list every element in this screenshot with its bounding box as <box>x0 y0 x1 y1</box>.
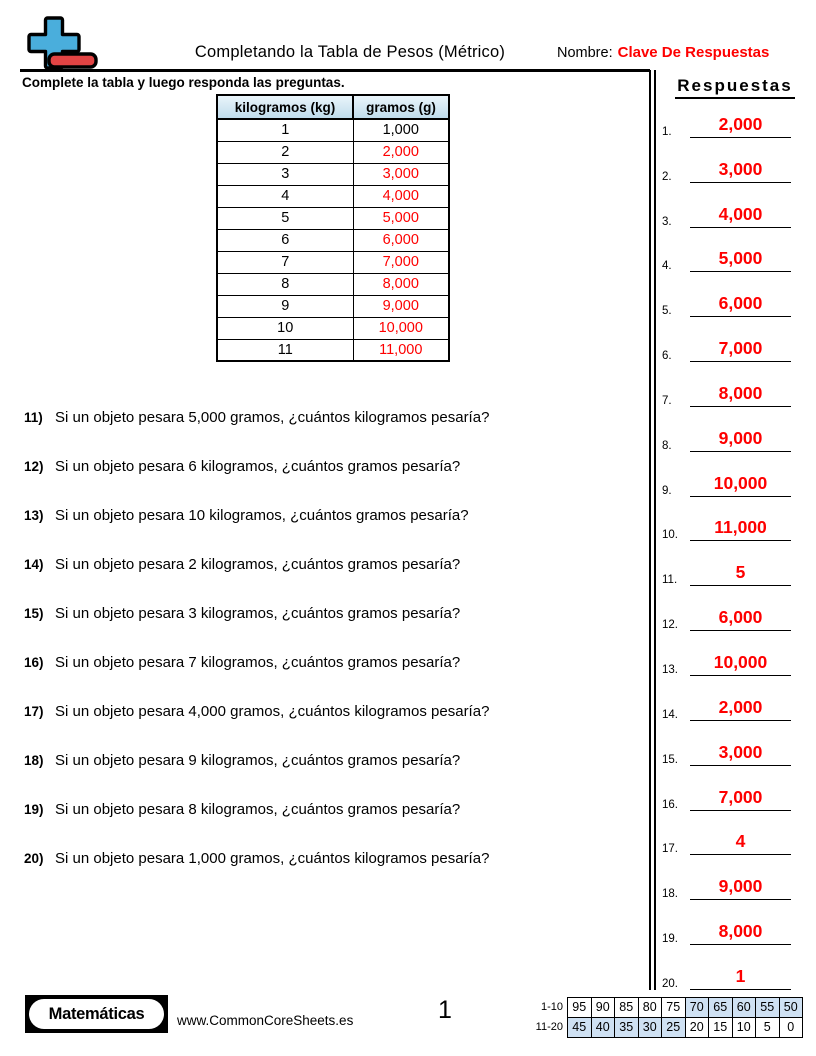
plus-minus-logo-icon <box>24 14 100 72</box>
score-cell: 50 <box>779 997 804 1018</box>
question-text: Si un objeto pesara 10 kilogramos, ¿cuántos gramos pesaría? <box>55 507 469 524</box>
answer-item <box>658 945 812 990</box>
answer-value: 3,000 <box>718 741 763 762</box>
answer-blank-line <box>690 922 791 945</box>
answer-blank-line <box>690 832 791 855</box>
name-row <box>557 44 769 61</box>
answer-item <box>658 900 812 945</box>
score-row-label: 11-20 <box>535 1021 563 1033</box>
answer-item <box>658 228 812 273</box>
answer-item <box>658 855 812 900</box>
score-cell: 0 <box>779 1017 804 1038</box>
table-row <box>217 163 449 185</box>
grams-cell: 8,000 <box>353 273 449 295</box>
score-row-11-20 <box>527 1017 803 1038</box>
question-text: Si un objeto pesara 5,000 gramos, ¿cuántos kilogramos pesaría? <box>55 409 490 426</box>
kilograms-cell: 8 <box>217 273 353 295</box>
answer-item <box>658 586 812 631</box>
brand-logo <box>25 995 168 1033</box>
question-number: 11) <box>24 410 43 425</box>
table-row <box>217 141 449 163</box>
kilograms-cell: 1 <box>217 119 353 141</box>
answer-item <box>658 362 812 407</box>
answer-blank-line <box>690 967 791 990</box>
question-item <box>24 506 639 555</box>
answer-number: 2. <box>662 170 672 183</box>
question-number: 18) <box>24 753 44 768</box>
table-row <box>217 273 449 295</box>
question-item <box>24 751 639 800</box>
score-cell: 65 <box>708 997 733 1018</box>
question-number: 14) <box>24 557 44 572</box>
page-title: Completando la Tabla de Pesos (Métrico) <box>194 43 506 61</box>
question-item <box>24 604 639 653</box>
grams-cell: 9,000 <box>353 295 449 317</box>
score-row-1-10 <box>527 997 803 1018</box>
grams-cell: 10,000 <box>353 317 449 339</box>
answer-item <box>658 317 812 362</box>
grams-cell: 1,000 <box>353 119 449 141</box>
answer-number: 9. <box>662 484 672 497</box>
answer-value: 9,000 <box>718 876 763 897</box>
answer-blank-line <box>690 339 791 362</box>
kilograms-cell: 6 <box>217 229 353 251</box>
answer-item <box>658 721 812 766</box>
brand-label: Matemáticas <box>29 999 164 1029</box>
score-cell: 90 <box>591 997 616 1018</box>
answer-blank-line <box>690 788 791 811</box>
question-item <box>24 457 639 506</box>
kilograms-cell: 11 <box>217 339 353 361</box>
answer-value: 6,000 <box>718 607 763 628</box>
kilograms-cell: 7 <box>217 251 353 273</box>
answer-value: 2,000 <box>718 696 763 717</box>
score-cell: 80 <box>638 997 663 1018</box>
answer-number: 12. <box>662 619 678 632</box>
answer-number: 20. <box>662 977 678 990</box>
score-cell: 20 <box>685 1017 710 1038</box>
score-cell: 10 <box>732 1017 757 1038</box>
score-cell: 45 <box>567 1017 592 1038</box>
score-cell: 15 <box>708 1017 733 1038</box>
answer-value: 9,000 <box>718 427 763 448</box>
question-text: Si un objeto pesara 9 kilogramos, ¿cuántos gramos pesaría? <box>55 752 461 769</box>
answer-item <box>658 407 812 452</box>
answer-value: 10,000 <box>713 651 768 672</box>
answer-number: 13. <box>662 663 678 676</box>
question-text: Si un objeto pesara 6 kilogramos, ¿cuántos gramos pesaría? <box>55 458 461 475</box>
grams-cell: 3,000 <box>353 163 449 185</box>
answer-number: 8. <box>662 439 672 452</box>
kilograms-cell: 10 <box>217 317 353 339</box>
table-row <box>217 229 449 251</box>
score-row-label: 1-10 <box>540 1001 563 1013</box>
score-cell: 30 <box>638 1017 663 1038</box>
score-cells <box>567 997 803 1018</box>
question-number: 20) <box>24 851 44 866</box>
question-number: 16) <box>24 655 44 670</box>
question-number: 13) <box>24 508 44 523</box>
website-url: www.CommonCoreSheets.es <box>177 1013 354 1028</box>
answer-value: 1 <box>735 965 746 986</box>
answer-blank-line <box>690 698 791 721</box>
answer-number: 17. <box>662 843 678 856</box>
question-item <box>24 653 639 702</box>
answer-value: 8,000 <box>718 921 763 942</box>
answer-item <box>658 766 812 811</box>
table-row <box>217 207 449 229</box>
answer-item <box>658 183 812 228</box>
page-number: 1 <box>438 996 452 1024</box>
answer-item <box>658 138 812 183</box>
column-header-grams: gramos (g) <box>353 95 449 119</box>
answer-item <box>658 93 812 138</box>
answer-value: 7,000 <box>718 338 763 359</box>
name-label: Nombre: <box>557 45 613 61</box>
answer-item <box>658 541 812 586</box>
answer-value: 3,000 <box>718 158 763 179</box>
question-text: Si un objeto pesara 1,000 gramos, ¿cuántos kilogramos pesaría? <box>55 850 490 867</box>
kilograms-cell: 3 <box>217 163 353 185</box>
answer-value: 10,000 <box>713 472 768 493</box>
answer-blank-line <box>690 384 791 407</box>
question-item <box>24 849 639 898</box>
instruction-text: Complete la tabla y luego responda las preguntas. <box>22 75 345 90</box>
question-number: 15) <box>24 606 44 621</box>
score-cell: 70 <box>685 997 710 1018</box>
score-cell: 25 <box>661 1017 686 1038</box>
question-text: Si un objeto pesara 2 kilogramos, ¿cuántos gramos pesaría? <box>55 556 461 573</box>
answer-item <box>658 631 812 676</box>
grams-cell: 11,000 <box>353 339 449 361</box>
answer-number: 18. <box>662 888 678 901</box>
question-item <box>24 800 639 849</box>
grams-cell: 4,000 <box>353 185 449 207</box>
answer-blank-line <box>690 249 791 272</box>
answer-number: 14. <box>662 708 678 721</box>
question-item <box>24 702 639 751</box>
answers-heading: Respuestas <box>658 76 812 99</box>
answer-number: 15. <box>662 753 678 766</box>
answer-number: 3. <box>662 215 672 228</box>
answer-number: 1. <box>662 125 672 138</box>
grams-cell: 7,000 <box>353 251 449 273</box>
answer-blank-line <box>690 608 791 631</box>
answer-blank-line <box>690 160 791 183</box>
kilograms-cell: 5 <box>217 207 353 229</box>
answers-list <box>658 93 812 990</box>
score-cell: 60 <box>732 997 757 1018</box>
question-number: 12) <box>24 459 44 474</box>
score-cell: 40 <box>591 1017 616 1038</box>
answer-item <box>658 676 812 721</box>
answer-number: 10. <box>662 529 678 542</box>
answer-blank-line <box>690 518 791 541</box>
score-grid <box>527 997 803 1038</box>
score-cell: 5 <box>755 1017 780 1038</box>
answer-blank-line <box>690 877 791 900</box>
answer-number: 7. <box>662 394 672 407</box>
question-number: 19) <box>24 802 44 817</box>
answer-number: 5. <box>662 305 672 318</box>
score-cell: 75 <box>661 997 686 1018</box>
table-row <box>217 251 449 273</box>
conversion-table <box>216 94 450 362</box>
question-text: Si un objeto pesara 3 kilogramos, ¿cuántos gramos pesaría? <box>55 605 461 622</box>
kilograms-cell: 9 <box>217 295 353 317</box>
questions-list <box>24 408 639 898</box>
answer-value: 7,000 <box>718 786 763 807</box>
answer-blank-line <box>690 653 791 676</box>
answer-value: 2,000 <box>718 113 763 134</box>
answers-column-divider <box>649 70 656 990</box>
answer-item <box>658 811 812 856</box>
kilograms-cell: 4 <box>217 185 353 207</box>
answer-item <box>658 497 812 542</box>
score-cell: 95 <box>567 997 592 1018</box>
table-row <box>217 339 449 361</box>
answer-number: 4. <box>662 260 672 273</box>
answer-value: 5,000 <box>718 248 763 269</box>
answer-value: 8,000 <box>718 382 763 403</box>
table-header-row <box>217 95 449 119</box>
score-cell: 55 <box>755 997 780 1018</box>
question-text: Si un objeto pesara 7 kilogramos, ¿cuántos gramos pesaría? <box>55 654 461 671</box>
kilograms-cell: 2 <box>217 141 353 163</box>
question-text: Si un objeto pesara 4,000 gramos, ¿cuántos kilogramos pesaría? <box>55 703 490 720</box>
answer-blank-line <box>690 429 791 452</box>
answer-number: 6. <box>662 350 672 363</box>
grams-cell: 5,000 <box>353 207 449 229</box>
table-row <box>217 119 449 141</box>
table-row <box>217 317 449 339</box>
answer-blank-line <box>690 205 791 228</box>
question-text: Si un objeto pesara 8 kilogramos, ¿cuántos gramos pesaría? <box>55 801 461 818</box>
question-item <box>24 408 639 457</box>
score-cell: 85 <box>614 997 639 1018</box>
answer-value: 5 <box>735 562 746 583</box>
answer-number: 19. <box>662 933 678 946</box>
answer-value: 4,000 <box>718 203 763 224</box>
table-row <box>217 295 449 317</box>
answer-item <box>658 272 812 317</box>
answer-blank-line <box>690 115 791 138</box>
grams-cell: 2,000 <box>353 141 449 163</box>
answer-value: 11,000 <box>714 517 767 538</box>
answer-blank-line <box>690 563 791 586</box>
answer-number: 11. <box>662 574 678 587</box>
header-divider <box>20 69 650 72</box>
answer-item <box>658 452 812 497</box>
score-cells <box>567 1017 803 1038</box>
answer-blank-line <box>690 294 791 317</box>
answer-key-label: Clave De Respuestas <box>617 44 770 61</box>
table-row <box>217 185 449 207</box>
answer-value: 6,000 <box>718 293 763 314</box>
answer-blank-line <box>690 743 791 766</box>
answer-number: 16. <box>662 798 678 811</box>
score-cell: 35 <box>614 1017 639 1038</box>
question-item <box>24 555 639 604</box>
answer-value: 4 <box>735 831 746 852</box>
column-header-kilograms: kilogramos (kg) <box>217 95 353 119</box>
answer-blank-line <box>690 474 791 497</box>
question-number: 17) <box>24 704 44 719</box>
grams-cell: 6,000 <box>353 229 449 251</box>
